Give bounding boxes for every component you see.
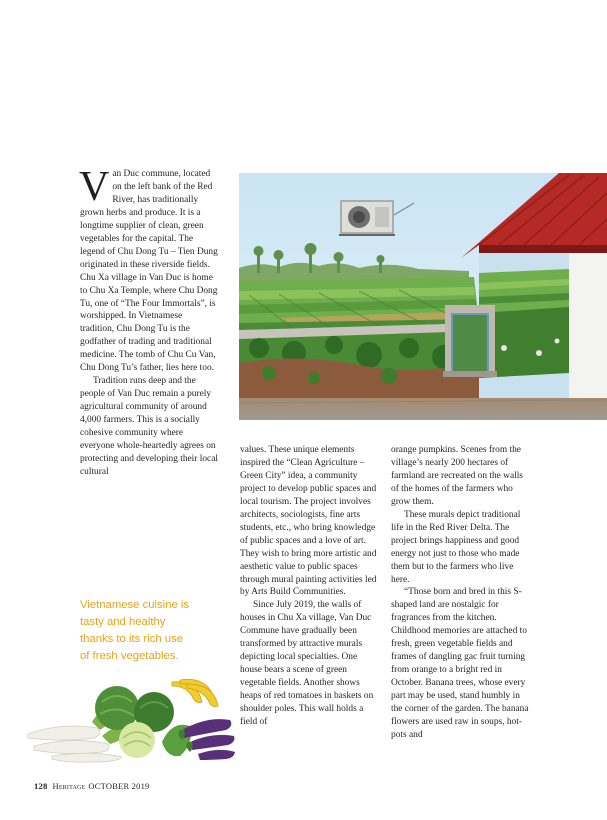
mural-photo (239, 173, 607, 420)
paragraph (79, 164, 218, 375)
paragraph: Since July 2019, the walls of houses in Chu Xa village, Van Duc Commune have gradually been transformed by attractive murals depicting local specialties. One house bears a scene of green vegetable fields. Another shows heaps of red tomatoes in baskets on shoulder poles. This wall holds a field of (240, 600, 374, 728)
paragraph: Tradition runs deep and the people of Van Duc remain a purely agricultural community of around 4,000 farmers. This is a socially cohesive community where everyone whole-heartedly agrees on protecting and developing their local cultural (80, 376, 218, 477)
paragraph-text: an Duc commune, located on the left bank of the Red River, has traditionally grown herbs and produce. It is a longtime supplier of clean, green vegetables for the capital. The legend of Chu Dong Tu – Tien Dung originated in these riverside fields. Chu Xa village in Van Duc is home to Chu Xa Temple, where Chu Dong Tu, one of “The Four Immortals”, is worshipped. In Vietnamese tradition, Chu Dong Tu is the godfather of trading and traditional medicine. The tomb of Chu Cu Van, Chu Dong Tu’s father, lies here too. (80, 169, 218, 374)
magazine-name: Heritage (52, 781, 86, 791)
pull-quote-line: of fresh vegetables. (80, 650, 179, 662)
issue-date: OCTOBER 2019 (88, 781, 150, 791)
pull-quote-line: thanks to its rich use (80, 633, 183, 645)
paragraph: These murals depict traditional life in the Red River Delta. The project brings happiness and good energy not just to those who made them but to the farmers who live here. (391, 509, 521, 585)
vegetables-illustration (22, 672, 237, 764)
paragraph: “Those born and bred in this S-shaped land are nostalgic for fragrances from the kitchen. Childhood memories are attached to fresh, green vegetable fields and frames of dangling gac fruit turning from orange to a bright red in October. Banana trees, whose every part may be used, stand humbly in the corner of the garden. The banana flowers are used raw in soups, hot-pots and (391, 587, 529, 740)
drop-cap: V (79, 164, 110, 210)
article-column-2 (240, 444, 380, 729)
pull-quote-line: Vietnamese cuisine is (80, 599, 190, 611)
article-column-1 (79, 164, 218, 479)
page-footer (34, 781, 149, 791)
article-column-3 (391, 444, 531, 742)
vegetables-icon (22, 672, 237, 764)
mural-photo-illustration (239, 173, 607, 420)
pull-quote (80, 597, 220, 665)
pull-quote-line: tasty and healthy (80, 616, 166, 628)
paragraph: values. These unique elements inspired the “Clean Agriculture – Green City” idea, a community project to develop public spaces and local tourism. The project involves architects, sociologists, fine arts students, etc., who bring knowledge of public spaces and a love of art. They wish to bring more artistic and aesthetic value to public spaces through mural painting activities led by Arts Build Communities. (240, 445, 377, 598)
page-number: 128 (34, 781, 48, 791)
paragraph: orange pumpkins. Scenes from the village’s nearly 200 hectares of farmland are recreated on the walls of the homes of the farmers who grow them. (391, 445, 523, 507)
